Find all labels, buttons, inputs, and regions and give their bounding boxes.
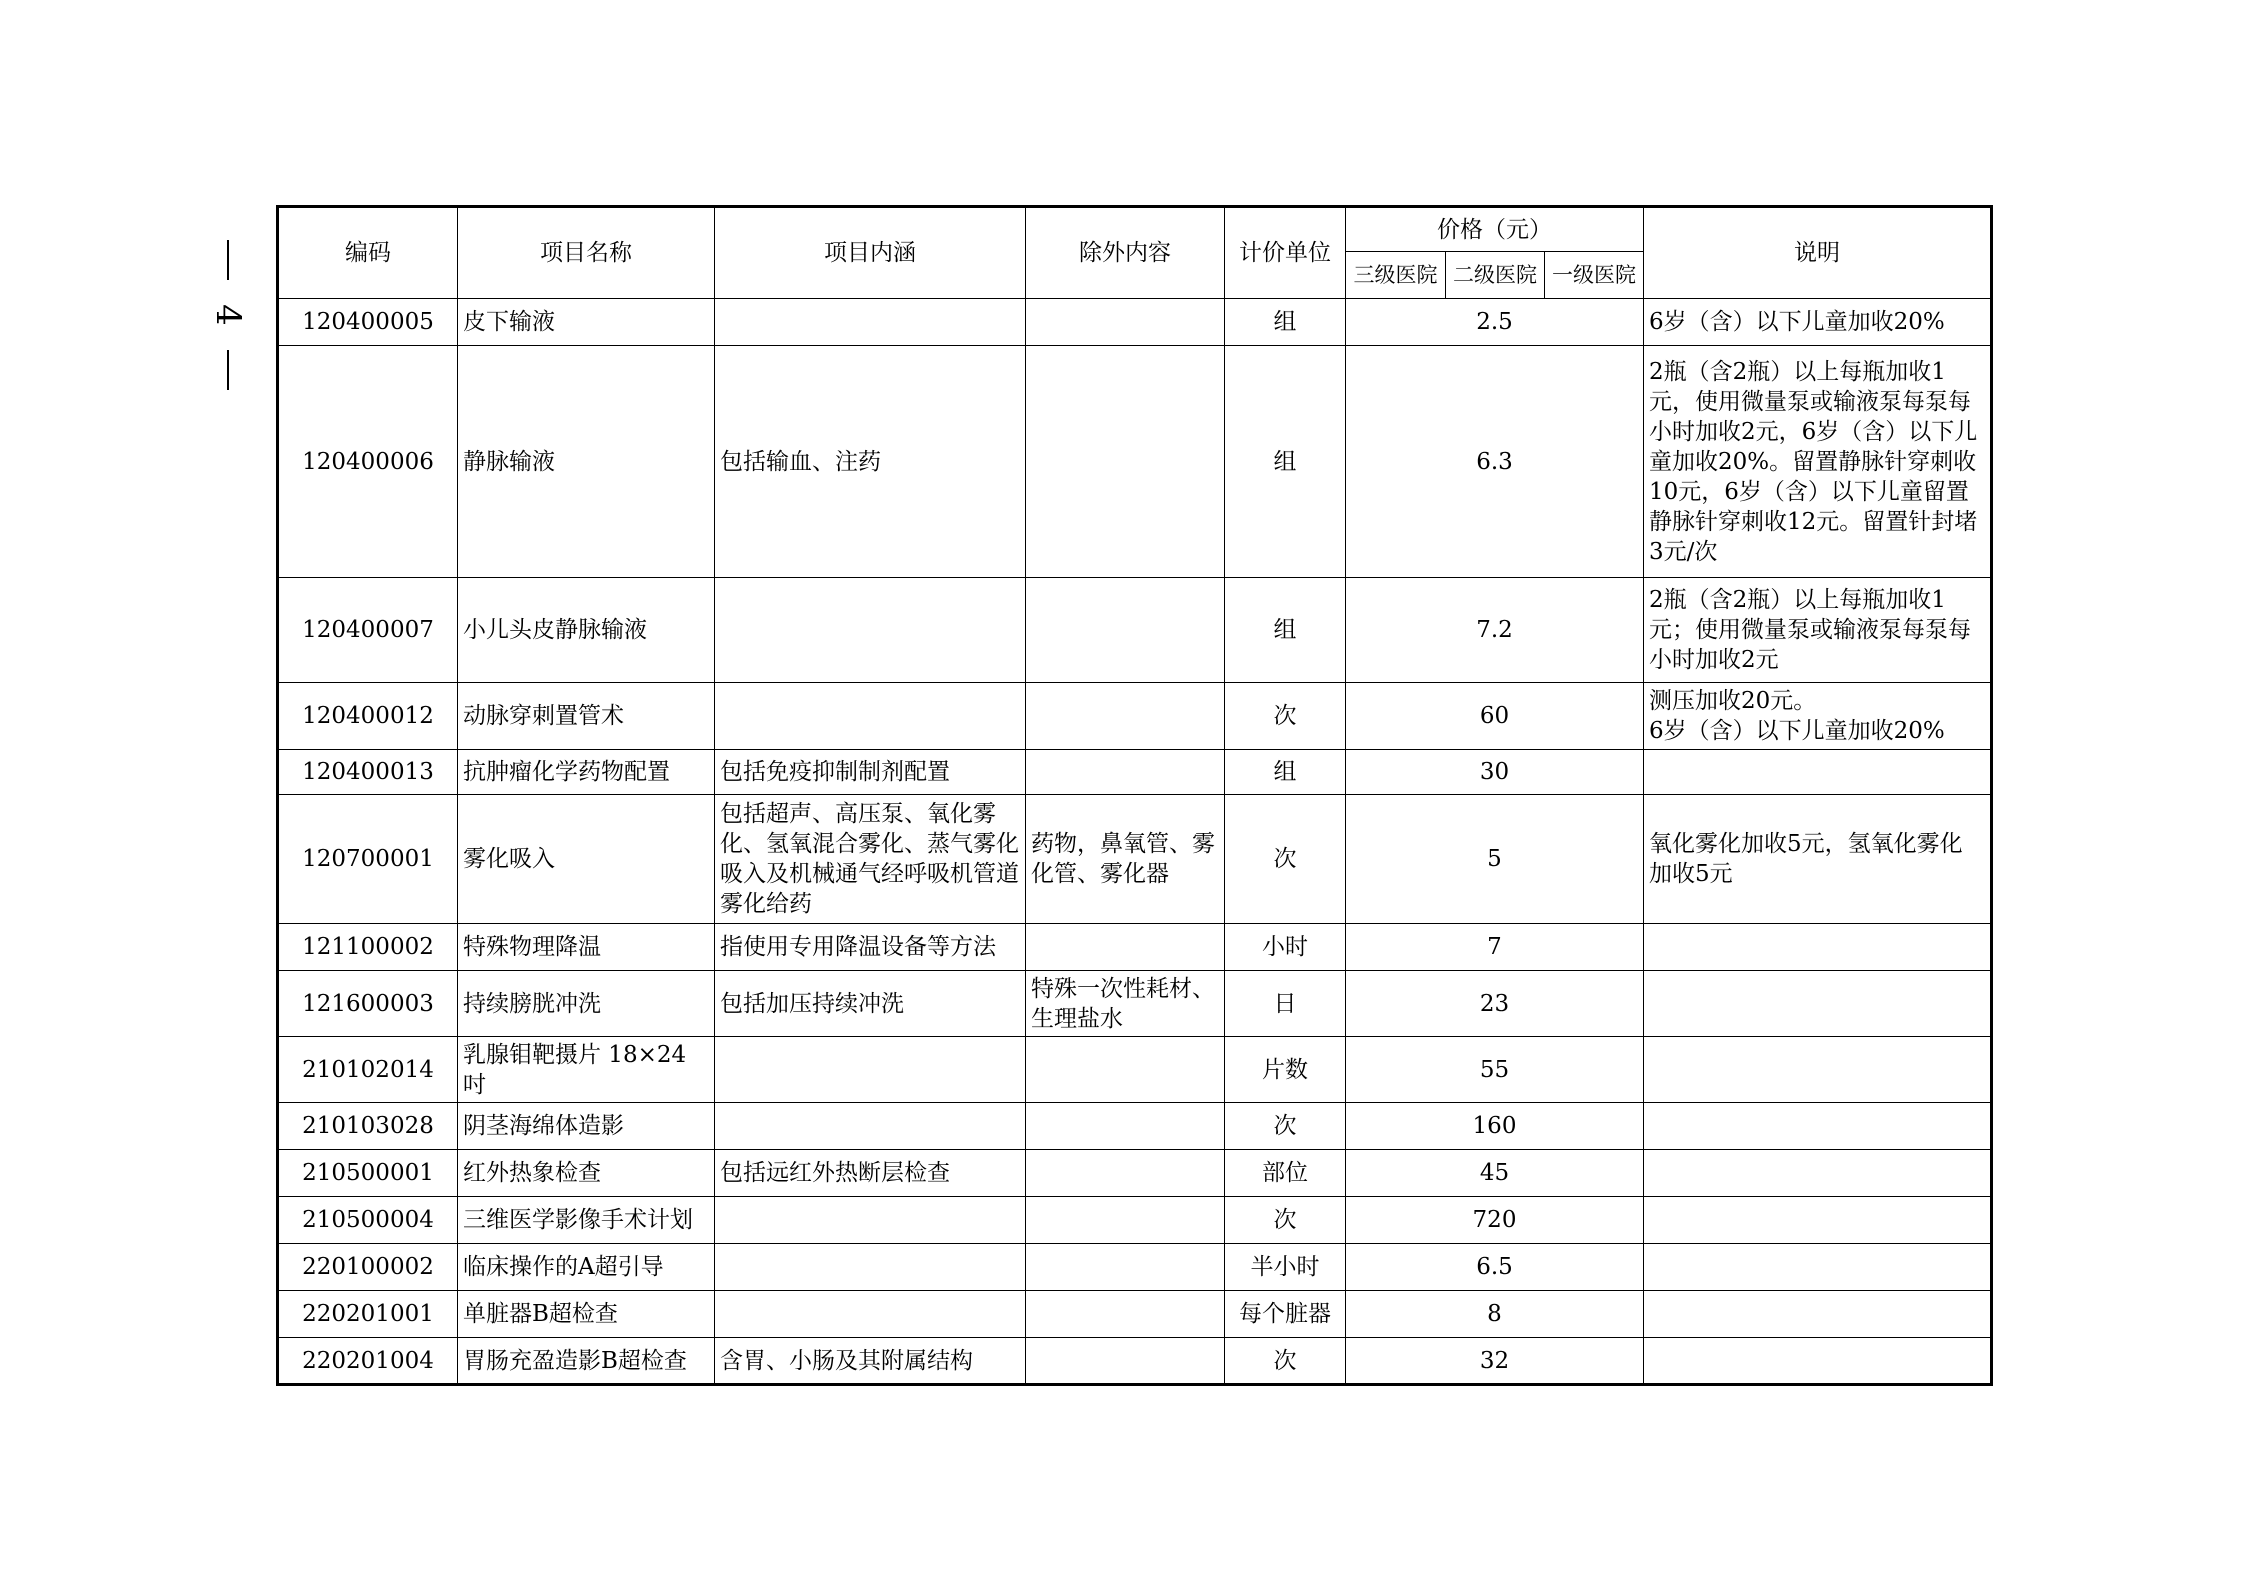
cell-name: 持续膀胱冲洗 — [458, 971, 715, 1037]
cell-code: 210103028 — [278, 1103, 458, 1150]
cell-content: 包括远红外热断层检查 — [715, 1150, 1026, 1197]
cell-name: 胃肠充盈造影B超检查 — [458, 1338, 715, 1385]
cell-notes — [1644, 1150, 1992, 1197]
cell-notes — [1644, 750, 1992, 795]
cell-exclusions — [1026, 1291, 1225, 1338]
cell-unit: 小时 — [1225, 924, 1346, 971]
cell-exclusions — [1026, 750, 1225, 795]
cell-unit: 次 — [1225, 1103, 1346, 1150]
cell-content — [715, 1037, 1026, 1103]
cell-exclusions — [1026, 683, 1225, 750]
cell-notes: 2瓶（含2瓶）以上每瓶加收1元；使用微量泵或输液泵每泵每小时加收2元 — [1644, 578, 1992, 683]
cell-price: 23 — [1346, 971, 1644, 1037]
cell-price: 6.5 — [1346, 1244, 1644, 1291]
cell-content: 含胃、小肠及其附属结构 — [715, 1338, 1026, 1385]
cell-code: 120400013 — [278, 750, 458, 795]
cell-content — [715, 578, 1026, 683]
cell-price: 7 — [1346, 924, 1644, 971]
cell-exclusions — [1026, 578, 1225, 683]
cell-code: 210102014 — [278, 1037, 458, 1103]
cell-content: 包括加压持续冲洗 — [715, 971, 1026, 1037]
table-row — [278, 299, 1992, 346]
cell-content — [715, 1244, 1026, 1291]
cell-price: 60 — [1346, 683, 1644, 750]
cell-unit: 次 — [1225, 1338, 1346, 1385]
cell-notes — [1644, 1197, 1992, 1244]
cell-notes — [1644, 1291, 1992, 1338]
cell-code: 120400005 — [278, 299, 458, 346]
table-row — [278, 1244, 1992, 1291]
page-number — [198, 240, 258, 390]
cell-price: 160 — [1346, 1103, 1644, 1150]
cell-name: 皮下输液 — [458, 299, 715, 346]
header-tier2: 二级医院 — [1446, 252, 1545, 299]
table-row — [278, 750, 1992, 795]
cell-unit: 次 — [1225, 795, 1346, 924]
cell-notes — [1644, 924, 1992, 971]
cell-unit: 次 — [1225, 1197, 1346, 1244]
cell-price: 5 — [1346, 795, 1644, 924]
cell-unit: 每个脏器 — [1225, 1291, 1346, 1338]
cell-price: 7.2 — [1346, 578, 1644, 683]
cell-unit: 组 — [1225, 346, 1346, 578]
cell-unit: 日 — [1225, 971, 1346, 1037]
cell-code: 121100002 — [278, 924, 458, 971]
table-row — [278, 971, 1992, 1037]
cell-unit: 半小时 — [1225, 1244, 1346, 1291]
header-unit: 计价单位 — [1225, 207, 1346, 299]
cell-code: 210500004 — [278, 1197, 458, 1244]
cell-code: 120400007 — [278, 578, 458, 683]
cell-price: 6.3 — [1346, 346, 1644, 578]
header-price-group: 价格（元） — [1346, 207, 1644, 252]
cell-price: 55 — [1346, 1037, 1644, 1103]
cell-name: 三维医学影像手术计划 — [458, 1197, 715, 1244]
cell-name: 乳腺钼靶摄片 18×24吋 — [458, 1037, 715, 1103]
cell-exclusions — [1026, 299, 1225, 346]
cell-unit: 组 — [1225, 750, 1346, 795]
cell-unit: 组 — [1225, 299, 1346, 346]
cell-code: 120700001 — [278, 795, 458, 924]
table-row — [278, 1291, 1992, 1338]
cell-price: 45 — [1346, 1150, 1644, 1197]
cell-unit: 部位 — [1225, 1150, 1346, 1197]
cell-exclusions: 特殊一次性耗材、生理盐水 — [1026, 971, 1225, 1037]
cell-content — [715, 1103, 1026, 1150]
cell-code: 220201004 — [278, 1338, 458, 1385]
table-row — [278, 1150, 1992, 1197]
cell-code: 120400006 — [278, 346, 458, 578]
cell-name: 雾化吸入 — [458, 795, 715, 924]
cell-notes: 6岁（含）以下儿童加收20% — [1644, 299, 1992, 346]
table-row — [278, 683, 1992, 750]
cell-unit: 次 — [1225, 683, 1346, 750]
cell-content — [715, 1291, 1026, 1338]
cell-notes — [1644, 1037, 1992, 1103]
header-name: 项目名称 — [458, 207, 715, 299]
cell-name: 临床操作的A超引导 — [458, 1244, 715, 1291]
cell-exclusions — [1026, 1150, 1225, 1197]
cell-name: 静脉输液 — [458, 346, 715, 578]
cell-price: 720 — [1346, 1197, 1644, 1244]
cell-code: 220100002 — [278, 1244, 458, 1291]
cell-code: 121600003 — [278, 971, 458, 1037]
cell-exclusions — [1026, 346, 1225, 578]
cell-name: 特殊物理降温 — [458, 924, 715, 971]
cell-name: 单脏器B超检查 — [458, 1291, 715, 1338]
table-row — [278, 346, 1992, 578]
cell-notes — [1644, 1103, 1992, 1150]
cell-notes — [1644, 1338, 1992, 1385]
table-row — [278, 1037, 1992, 1103]
cell-price: 30 — [1346, 750, 1644, 795]
page-number-value: 4 — [207, 304, 248, 326]
cell-notes — [1644, 1244, 1992, 1291]
cell-code: 210500001 — [278, 1150, 458, 1197]
cell-exclusions: 药物，鼻氧管、雾化管、雾化器 — [1026, 795, 1225, 924]
cell-exclusions — [1026, 924, 1225, 971]
cell-name: 动脉穿刺置管术 — [458, 683, 715, 750]
table-row — [278, 1338, 1992, 1385]
cell-content — [715, 683, 1026, 750]
cell-exclusions — [1026, 1338, 1225, 1385]
cell-content: 指使用专用降温设备等方法 — [715, 924, 1026, 971]
price-table — [276, 205, 1993, 1386]
cell-price: 32 — [1346, 1338, 1644, 1385]
cell-exclusions — [1026, 1103, 1225, 1150]
cell-content: 包括超声、高压泵、氧化雾化、氢氧混合雾化、蒸气雾化吸入及机械通气经呼吸机管道雾化给药 — [715, 795, 1026, 924]
header-exclusions: 除外内容 — [1026, 207, 1225, 299]
cell-content — [715, 1197, 1026, 1244]
cell-unit: 片数 — [1225, 1037, 1346, 1103]
page-number-dash-top — [227, 240, 229, 280]
cell-name: 红外热象检查 — [458, 1150, 715, 1197]
cell-notes: 氧化雾化加收5元，氢氧化雾化加收5元 — [1644, 795, 1992, 924]
cell-code: 220201001 — [278, 1291, 458, 1338]
cell-code: 120400012 — [278, 683, 458, 750]
table-row — [278, 1197, 1992, 1244]
cell-content — [715, 299, 1026, 346]
cell-name: 阴茎海绵体造影 — [458, 1103, 715, 1150]
table-row — [278, 924, 1992, 971]
cell-exclusions — [1026, 1197, 1225, 1244]
cell-price: 8 — [1346, 1291, 1644, 1338]
cell-notes — [1644, 971, 1992, 1037]
cell-notes-line-2: 6岁（含）以下儿童加收20% — [1649, 718, 1945, 744]
header-tier1: 一级医院 — [1545, 252, 1644, 299]
header-notes: 说明 — [1644, 207, 1992, 299]
table-row — [278, 578, 1992, 683]
cell-unit: 组 — [1225, 578, 1346, 683]
cell-exclusions — [1026, 1244, 1225, 1291]
cell-notes-line-1: 测压加收20元。 — [1649, 688, 1817, 714]
cell-price: 2.5 — [1346, 299, 1644, 346]
table-row — [278, 1103, 1992, 1150]
cell-content: 包括免疫抑制制剂配置 — [715, 750, 1026, 795]
cell-name: 小儿头皮静脉输液 — [458, 578, 715, 683]
cell-name: 抗肿瘤化学药物配置 — [458, 750, 715, 795]
header-content: 项目内涵 — [715, 207, 1026, 299]
header-tier3: 三级医院 — [1346, 252, 1446, 299]
cell-notes: 2瓶（含2瓶）以上每瓶加收1元，使用微量泵或输液泵每泵每小时加收2元，6岁（含）以下儿童加收20%。留置静脉针穿刺收10元，6岁（含）以下儿童留置静脉针穿刺收12元。留置针封堵3元/次 — [1644, 346, 1992, 578]
header-code: 编码 — [278, 207, 458, 299]
cell-content: 包括输血、注药 — [715, 346, 1026, 578]
table-row — [278, 795, 1992, 924]
cell-notes — [1644, 683, 1992, 750]
cell-exclusions — [1026, 1037, 1225, 1103]
page-number-dash-bottom — [227, 350, 229, 390]
